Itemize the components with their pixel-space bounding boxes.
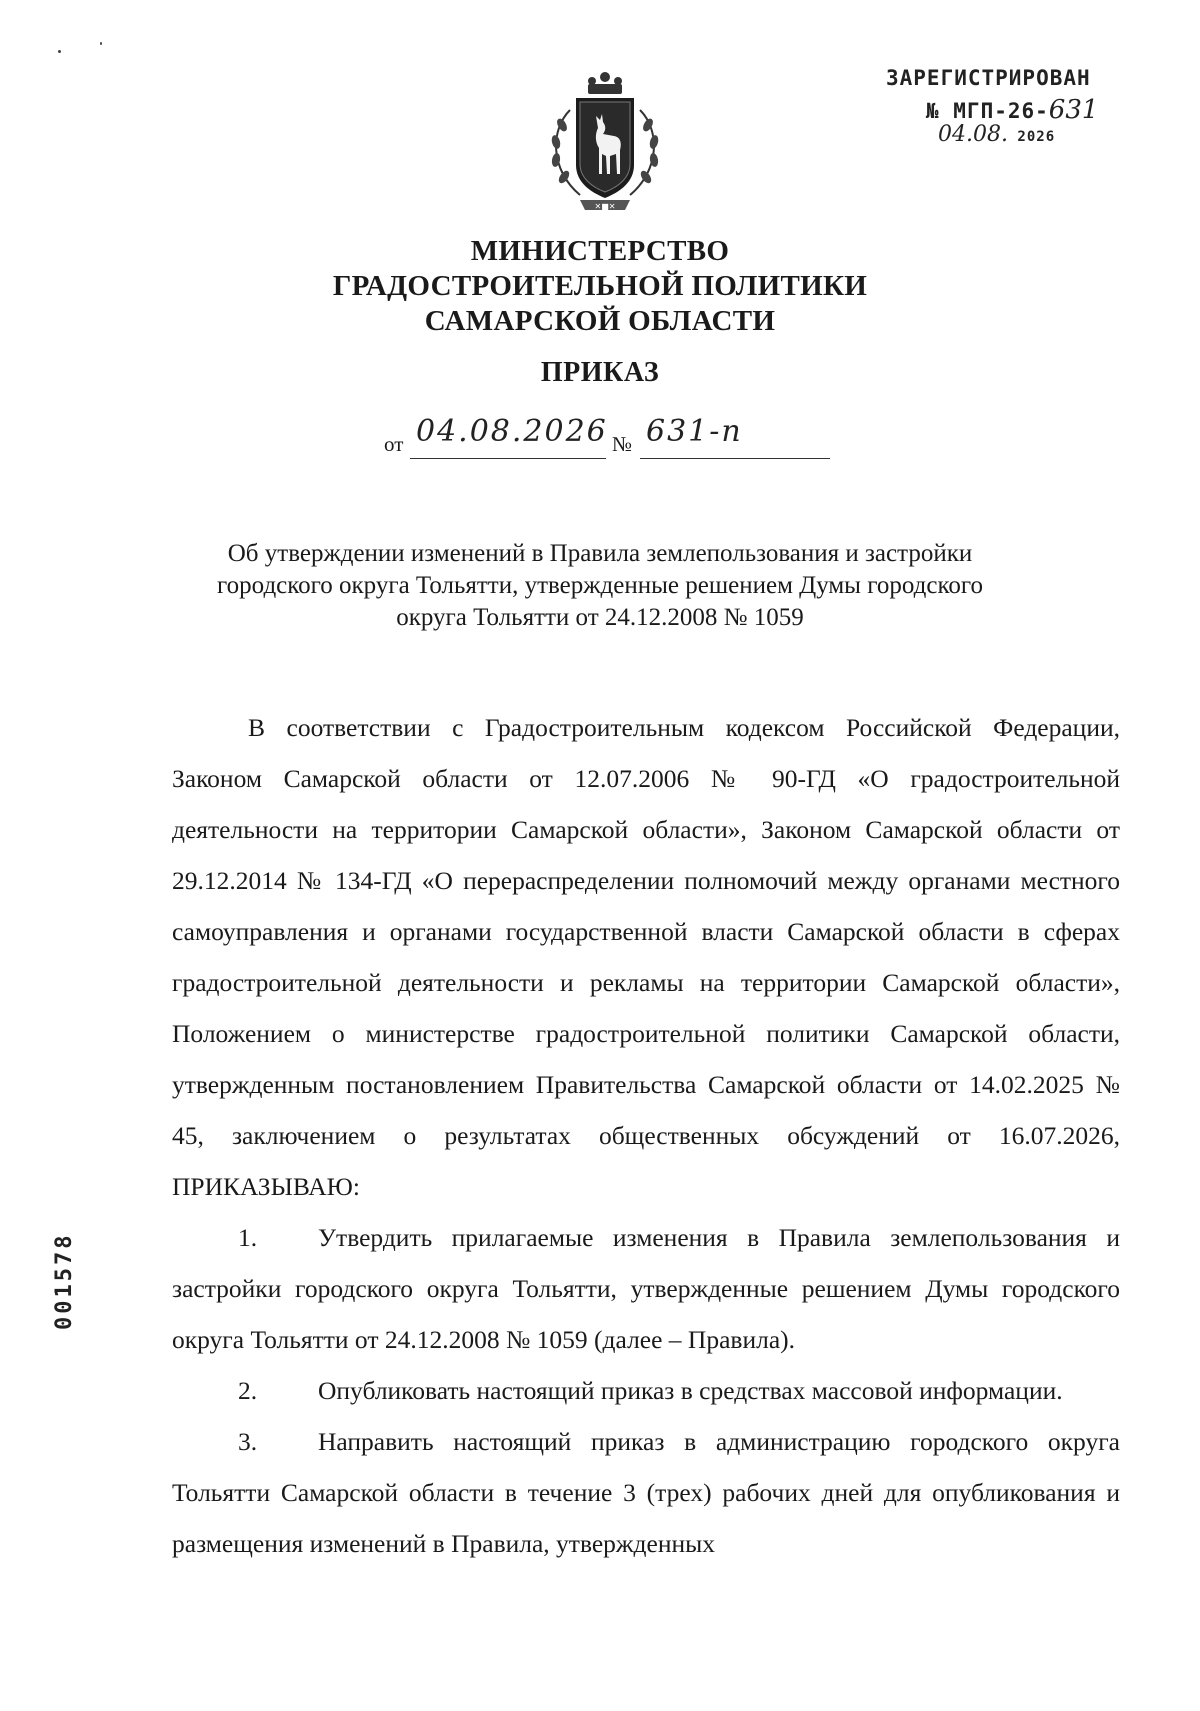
side-serial-number: 001578 <box>52 1232 77 1330</box>
ministry-line-1: МИНИСТЕРСТВО <box>470 235 730 267</box>
scan-speck <box>100 42 102 45</box>
item-3 <box>172 1416 1120 1569</box>
coat-of-arms-emblem <box>540 70 670 215</box>
stamp-date <box>938 122 1055 147</box>
item-1 <box>172 1212 1120 1365</box>
subject-line-1: Об утверждении изменений в Правила землепользования и застройки <box>227 540 973 567</box>
item-number: 2. <box>238 1376 258 1405</box>
item-text: Опубликовать настоящий приказ в средствах массовой информации. <box>318 1376 1063 1405</box>
stamp-date-handwritten: 04.08. <box>938 122 1008 147</box>
stamp-number-handwritten: 631 <box>1048 95 1099 125</box>
order-body <box>172 702 1120 1569</box>
order-title: ПРИКАЗ <box>540 357 660 388</box>
number-label: № <box>612 432 633 456</box>
subject-line-3: округа Тольятти от 24.12.2008 № 1059 <box>396 604 804 631</box>
order-subject <box>150 538 1050 634</box>
stamp-registered-label: ЗАРЕГИСТРИРОВАН <box>886 66 1091 90</box>
preamble-paragraph: В соответствии с Градостроительным кодексом Российской Федерации, Законом Самарской области от 12.07.2006 № 90-ГД «О градостроительной деятельности на территории Самарской области», Законом Самарской области от 29.12.2014 № 134-ГД «О перераспределении полномочий между органами местного самоуправления и органами государственной власти Самарской области в сферах градостроительной деятельности и рекламы на территории Самарской области», Положением о министерстве градостроительной политики Самарской области, утвержденным постановлением Правительства Самарской области от 14.02.2025 № 45, заключением о результатах общественных обсуждений от 16.07.2026, ПРИКАЗЫВАЮ: <box>172 713 1120 1201</box>
stamp-year: 2026 <box>1017 129 1056 145</box>
item-number: 3. <box>238 1427 258 1456</box>
item-text: Направить настоящий приказ в администрацию городского округа Тольятти Самарской области в течение 3 (трех) рабочих дней для опубликования и размещения изменений в Правила, утвержденных <box>172 1427 1120 1558</box>
stamp-number <box>926 95 1098 125</box>
ministry-line-3: САМАРСКОЙ ОБЛАСТИ <box>424 305 776 337</box>
ministry-name <box>0 234 1200 339</box>
date-label: от <box>384 432 404 456</box>
subject-line-2: городского округа Тольятти, утвержденные решением Думы городского <box>217 572 983 599</box>
scan-speck <box>58 50 61 53</box>
item-number: 1. <box>238 1223 258 1252</box>
ministry-line-2: ГРАДОСТРОИТЕЛЬНОЙ ПОЛИТИКИ <box>332 270 868 302</box>
item-text: Утвердить прилагаемые изменения в Правила землепользования и застройки городского округа Тольятти, утвержденные решением Думы городского округа Тольятти от 24.12.2008 № 1059 (далее – Правила). <box>172 1223 1120 1354</box>
date-handwritten: 04.08.2026 <box>416 414 608 449</box>
stamp-number-prefix: № МГП-26- <box>926 99 1049 123</box>
svg-text:✕■✕: ✕■✕ <box>594 202 616 211</box>
number-handwritten: 631-п <box>646 414 743 449</box>
item-2 <box>172 1365 1120 1416</box>
